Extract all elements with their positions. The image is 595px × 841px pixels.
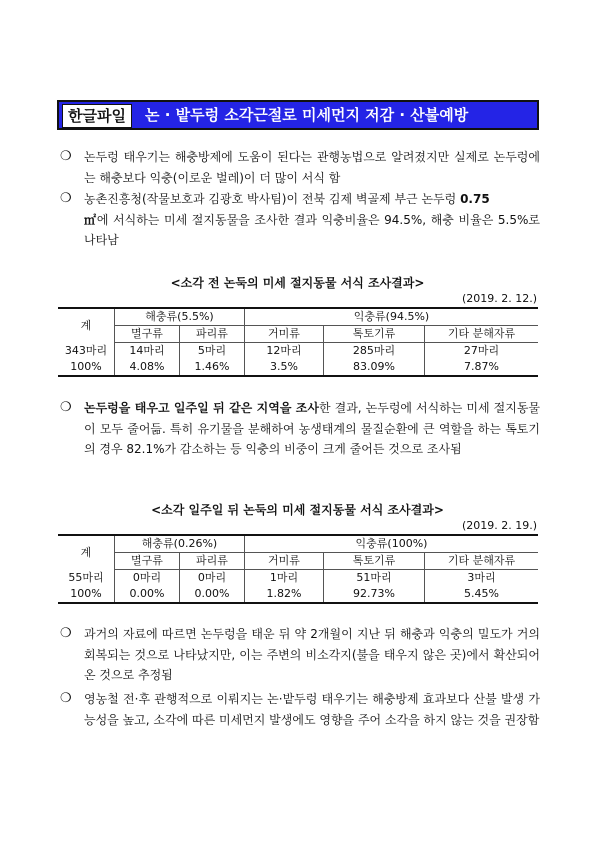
bullet-text-part: 에 서식하는 미세 절지동물을 조사한 결과 익충비율은 94.5%, 해충 비율은 5.5%로 나타남 (84, 212, 540, 247)
table-cell: 343마리 (58, 343, 115, 360)
table-cell: 51마리 (324, 570, 425, 587)
table-cell: 0마리 (180, 570, 245, 587)
table-cell: 4.08% (115, 359, 180, 376)
bullet-item (60, 147, 540, 188)
bullet-item (60, 189, 540, 251)
table-title: <소각 전 논둑의 미세 절지동물 서식 조사결과> (170, 276, 425, 290)
beneficial-group-header: 익충류(94.5%) (245, 308, 539, 326)
column-header: 기타 분해자류 (425, 326, 539, 343)
title-banner (57, 100, 539, 130)
pest-group-header: 해충류(0.26%) (115, 535, 245, 553)
area-value: 0.75 (460, 192, 490, 206)
bullet-circle-icon: ❍ (60, 400, 72, 415)
bullet-item (60, 624, 540, 686)
bullet-circle-icon: ❍ (60, 626, 72, 641)
bullet-circle-icon: ❍ (60, 691, 72, 706)
table-date: (2019. 2. 12.) (461, 292, 537, 305)
column-header: 파리류 (180, 326, 245, 343)
column-header: 거미류 (245, 553, 324, 570)
table-row (58, 586, 538, 603)
table-title: <소각 일주일 뒤 논둑의 미세 절지동물 서식 조사결과> (151, 503, 444, 517)
column-header: 톡토기류 (324, 553, 425, 570)
bullet-item (60, 689, 540, 730)
document-title: 논 · 밭두렁 소각근절로 미세먼지 저감 · 산불예방 (145, 106, 469, 124)
table-date: (2019. 2. 19.) (461, 519, 537, 532)
table-cell: 3.5% (245, 359, 324, 376)
hwp-file-tag[interactable]: 한글파일 (62, 104, 132, 128)
column-header: 파리류 (180, 553, 245, 570)
total-header: 계 (58, 535, 115, 570)
table-cell: 1.82% (245, 586, 324, 603)
table-cell: 5마리 (180, 343, 245, 360)
table-cell: 1마리 (245, 570, 324, 587)
bullet-item (60, 398, 540, 460)
beneficial-group-header: 익충류(100%) (245, 535, 539, 553)
table-cell: 92.73% (324, 586, 425, 603)
area-unit: ㎡ (84, 212, 97, 227)
survey-table-before (58, 307, 538, 377)
bullet-text: 영농철 전·후 관행적으로 이뤄지는 논·밭두렁 태우기는 해충방제 효과보다 산불 발생 가능성을 높고, 소각에 따른 미세먼지 발생에도 영향을 주어 소각을 하지 않는 것을 권장함 (84, 692, 540, 727)
column-header: 멸구류 (115, 553, 180, 570)
table-cell: 83.09% (324, 359, 425, 376)
table-cell: 0.00% (115, 586, 180, 603)
table-cell: 100% (58, 586, 115, 603)
table-cell: 55마리 (58, 570, 115, 587)
table-row (58, 570, 538, 587)
bullet-circle-icon: ❍ (60, 191, 72, 206)
table-row (58, 343, 538, 360)
bullet-text: 논두렁 태우기는 해충방제에 도움이 된다는 관행농법으로 알려졌지만 실제로 논두렁에는 해충보다 익충(이로운 벌레)이 더 많이 서식 함 (84, 150, 540, 185)
table-cell: 12마리 (245, 343, 324, 360)
pest-group-header: 해충류(5.5%) (115, 308, 245, 326)
table-cell: 0마리 (115, 570, 180, 587)
table-cell: 100% (58, 359, 115, 376)
table-cell: 1.46% (180, 359, 245, 376)
bullet-text-part: 농촌진흥청(작물보호과 김광호 박사팀)이 전북 김제 벽골제 부근 논두렁 (84, 192, 457, 206)
bullet-text: 과거의 자료에 따르면 논두렁을 태운 뒤 약 2개월이 지난 뒤 해충과 익충의 밀도가 거의 회복되는 것으로 나타났지만, 이는 주변의 비소각지(불을 태우지 않은 곳)에서 확산되어 온 것으로 추정됨 (84, 627, 540, 682)
column-header: 톡토기류 (324, 326, 425, 343)
total-header: 계 (58, 308, 115, 343)
survey-table-after (58, 534, 538, 604)
table-cell: 285마리 (324, 343, 425, 360)
table-cell: 14마리 (115, 343, 180, 360)
bullet-text (84, 189, 540, 251)
column-header: 거미류 (245, 326, 324, 343)
table-cell: 27마리 (425, 343, 539, 360)
bullet-text (84, 398, 540, 460)
table-cell: 7.87% (425, 359, 539, 376)
column-header: 기타 분해자류 (425, 553, 539, 570)
table-row (58, 359, 538, 376)
bullet-circle-icon: ❍ (60, 149, 72, 164)
table-cell: 5.45% (425, 586, 539, 603)
bullet-bold-text: 논두렁을 태우고 일주일 뒤 같은 지역을 조사 (84, 401, 319, 415)
column-header: 멸구류 (115, 326, 180, 343)
table-cell: 0.00% (180, 586, 245, 603)
bullet-text-part: 한 결과, 논두렁에 서식하는 미세 절지동물이 모두 줄어듦. 특히 유기물을 분해하여 농생태계의 물질순환에 큰 역할을 하는 톡토기의 경우 82.1%가 감소하는 등 익충의 비중이 크게 줄어든 것으로 조사됨 (84, 401, 541, 456)
table-cell: 3마리 (425, 570, 539, 587)
